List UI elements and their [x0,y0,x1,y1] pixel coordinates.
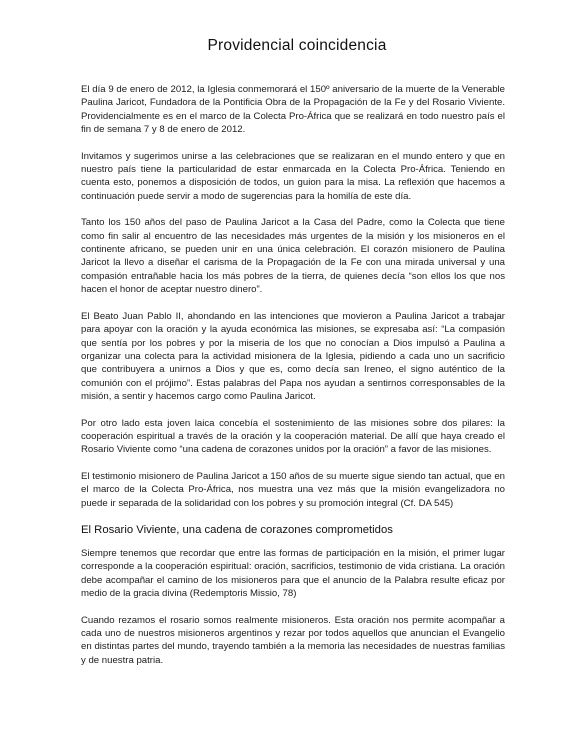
paragraph-spiritual-cooperation: Siempre tenemos que recordar que entre las formas de participación en la misión, el primer lugar corresponde a la cooperación espiritual: oración, sacrificios, testimonio de vida cristiana. La oración debe acompañar el camino de los misioneros para que el anuncio de la Palabra resulte eficaz por medio de la gracia divina (Redemptoris Missio, 78) [81,547,505,600]
paragraph-anniversary: El día 9 de enero de 2012, la Iglesia conmemorará el 150º aniversario de la muerte de la Venerable Paulina Jaricot, Fundadora de la Pontificia Obra de la Propagación de la Fe y del Rosario Viviente. Providencialmente es en el marco de la Colecta Pro-África que se realizará en todo nuestro país el fin de semana 7 y 8 de enero de 2012. [81,84,505,136]
paragraph-juan-pablo: El Beato Juan Pablo II, ahondando en las intenciones que movieron a Paulina Jaricot a trabajar para apoyar con la oración y la ayuda económica las misiones, se expresaba así: “La compasión que sentía por los pobres y por la miseria de los que no conocían a Dios impulsó a Paulina a organizar una colecta para la actividad misionera de la Iglesia, pidiendo a cada uno un sacrificio que contribuyera a unirnos a Dios y que es, como decía san Ireneo, el signo auténtico de la comunión con el prójimo”. Estas palabras del Papa nos ayudan a sentirnos corresponsables de la misión, a sentir y hacemos cargo como Paulina Jaricot. [81,310,505,403]
paragraph-two-pillars: Por otro lado esta joven laica concebía el sostenimiento de las misiones sobre dos pilares: la cooperación espiritual a través de la oración y la cooperación material. De allí que haya creado el Rosario Viviente como “una cadena de corazones unidos por la oración” a favor de las misiones. [81,417,505,456]
document-title: Providencial coincidencia [207,37,387,54]
paragraph-testimony: El testimonio misionero de Paulina Jaricot a 150 años de su muerte sigue siendo tan actual, que en el marco de la Colecta Pro-África, nos muestra una vez más que la misión evangelizadora no puede ir separada de la solidaridad con los pobres y su promoción integral (Cf. DA 545) [81,470,505,509]
document-page [81,36,505,667]
paragraph-celebration: Tanto los 150 años del paso de Paulina Jaricot a la Casa del Padre, como la Colecta que tiene como fin salir al encuentro de las necesidades más urgentes de la misión y los misioneros en el continente africano, se pueden unir en una única celebración. El corazón misionero de Paulina Jaricot la llevo a diseñar el carisma de la Propagación de la Fe con una mirada universal y una compasión entrañable hacia los más pobres de la tierra, de quienes decía “son ellos los que nos hacen el honor de aceptar nuestro dinero”. [81,217,505,296]
section-title-rosario: El Rosario Viviente, una cadena de corazones comprometidos [81,523,393,536]
paragraph-rosary-missionaries: Cuando rezamos el rosario somos realmente misioneros. Esta oración nos permite acompañar a cada uno de nuestros misioneros argentinos y rezar por todos aquellos que anuncian el Evangelio en distintas partes del mundo, trayendo también a la memoria las necesidades de nuestras familias y de nuestra patria. [81,614,505,666]
paragraph-invitation: Invitamos y sugerimos unirse a las celebraciones que se realizaran en el mundo entero y que en nuestro país tiene la particularidad de estar enmarcada en la Colecta Pro-África. Teniendo en cuenta esto, ponemos a disposición de todos, un guion para la misa. La reflexión que hacemos a continuación puede servir a modo de sugerencias para la homilía de este día. [81,150,505,202]
